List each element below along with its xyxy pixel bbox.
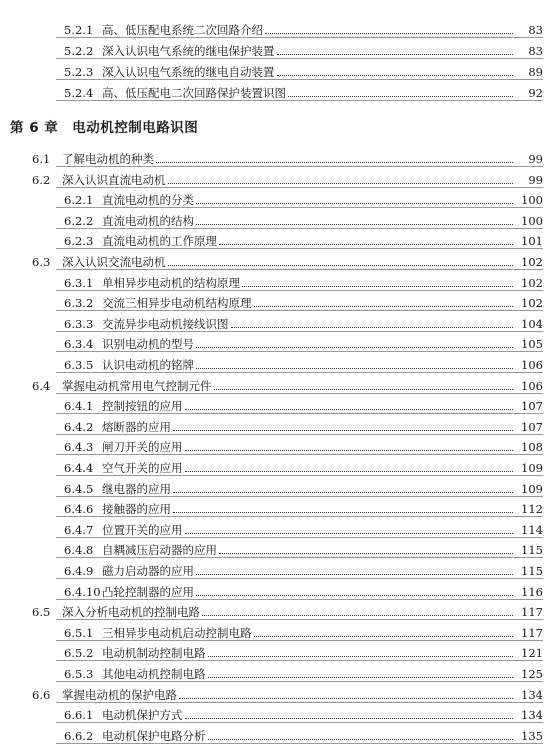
toc-section-entry[interactable] <box>0 146 559 166</box>
dot-leader <box>196 367 513 369</box>
dot-leader <box>219 243 513 245</box>
toc-entry-number: 5.2.1 <box>64 23 94 37</box>
toc-entry[interactable] <box>0 59 559 79</box>
toc-entry-page: 89 <box>528 65 543 79</box>
chapter-label: 第 6 章 <box>10 120 59 136</box>
dot-leader <box>288 95 513 97</box>
toc-entry-page: 105 <box>521 337 543 352</box>
dot-leader <box>156 161 513 163</box>
toc-entry-number: 6.2.1 <box>64 193 94 208</box>
dot-leader <box>185 470 514 472</box>
toc-entry-page: 102 <box>521 296 543 311</box>
toc-entry-page: 116 <box>521 584 543 599</box>
toc-entry-page: 92 <box>528 86 543 100</box>
toc-entry-title: 深入认识交流电动机 <box>62 255 166 269</box>
toc-entry-title: 电动机保护方式 <box>102 708 183 723</box>
toc-entry-title: 交流异步电动机接线识图 <box>102 316 229 331</box>
toc-entry-number: 6.5.3 <box>64 667 94 681</box>
toc-entry-number: 6.3.3 <box>64 316 94 331</box>
dot-leader <box>196 223 513 225</box>
dot-leader <box>202 614 513 616</box>
dot-leader <box>173 491 513 493</box>
toc-subsection-entry[interactable] <box>0 414 559 434</box>
chapter-title: 电动机控制电路识图 <box>72 120 199 136</box>
dot-leader <box>196 594 513 596</box>
toc-entry-number: 6.4.9 <box>64 564 94 578</box>
toc-subsection-entry[interactable] <box>0 476 559 496</box>
dot-leader <box>265 32 513 34</box>
toc-entry-title: 电动机制动控制电路 <box>102 646 206 661</box>
toc-section-entry[interactable] <box>0 682 559 702</box>
toc-entry-title: 深入认识电气系统的继电保护装置 <box>102 44 275 58</box>
dot-leader <box>168 264 514 266</box>
toc-entry-number: 6.4.3 <box>64 440 94 455</box>
toc-entry-title: 磁力启动器的应用 <box>102 564 194 578</box>
toc-entry-number: 6.1 <box>32 152 51 166</box>
toc-entry-number: 6.4.6 <box>64 502 94 517</box>
toc-entry-title: 自耦减压启动器的应用 <box>102 543 217 558</box>
toc-entry-title: 深入认识直流电动机 <box>62 172 166 187</box>
toc-subsection-entry[interactable] <box>0 352 559 372</box>
toc-entry-number: 6.4 <box>32 378 51 393</box>
toc-entry-number: 6.3.5 <box>64 358 94 372</box>
toc-entry-number: 6.3.2 <box>64 296 94 311</box>
toc-entry-title: 深入分析电动机的控制电路 <box>62 605 200 620</box>
toc-subsection-entry[interactable] <box>0 661 559 681</box>
toc-entry-page: 83 <box>528 23 543 37</box>
toc-subsection-entry[interactable] <box>0 455 559 475</box>
toc-entry-page: 115 <box>521 564 543 578</box>
toc-subsection-entry[interactable] <box>0 620 559 640</box>
dot-leader <box>242 285 513 287</box>
toc-subsection-entry[interactable] <box>0 537 559 557</box>
toc-entry-page: 109 <box>521 461 543 475</box>
toc-entry-number: 5.2.4 <box>64 86 94 100</box>
toc-entry-number: 6.5.1 <box>64 625 94 640</box>
dot-leader <box>173 511 513 513</box>
toc-entry-title: 交流三相异步电动机结构原理 <box>102 296 252 311</box>
toc-section-entry[interactable] <box>0 599 559 619</box>
toc-subsection-entry[interactable] <box>0 331 559 351</box>
toc-subsection-entry[interactable] <box>0 270 559 290</box>
toc-entry-number: 6.6 <box>32 687 51 702</box>
toc-entry-number: 6.3.1 <box>64 275 94 290</box>
toc-subsection-entry[interactable] <box>0 290 559 310</box>
toc-entry-title: 直流电动机的工作原理 <box>102 234 217 249</box>
dot-leader <box>185 532 514 534</box>
toc-entry-title: 空气开关的应用 <box>102 461 183 475</box>
toc-entry-page: 114 <box>521 522 543 537</box>
toc-entry-page: 115 <box>521 543 543 558</box>
dot-leader <box>179 697 513 699</box>
toc-entry-title: 单相异步电动机的结构原理 <box>102 275 240 290</box>
toc-entry-title: 直流电动机的分类 <box>102 193 194 208</box>
toc-entry-number: 6.2.3 <box>64 234 94 249</box>
toc-entry-title: 闸刀开关的应用 <box>102 440 183 455</box>
toc-entry-page: 108 <box>521 440 543 455</box>
toc-entry-title: 电动机保护电路分析 <box>102 728 206 743</box>
dot-leader <box>196 573 513 575</box>
toc-entry-title: 继电器的应用 <box>102 481 171 496</box>
toc-entry-page: 83 <box>528 44 543 58</box>
toc-subsection-entry[interactable] <box>0 558 559 578</box>
toc-entry-number: 6.4.2 <box>64 419 94 434</box>
toc-entry-number: 6.3 <box>32 255 51 269</box>
toc-entry-number: 6.4.1 <box>64 399 94 414</box>
toc-entry-page: 117 <box>521 605 543 620</box>
toc-entry[interactable] <box>0 80 559 100</box>
toc-entry-page: 106 <box>521 358 543 372</box>
toc-subsection-entry[interactable] <box>0 579 559 599</box>
toc-entry-title: 直流电动机的结构 <box>102 213 194 228</box>
toc-entry-page: 99 <box>528 172 543 187</box>
toc-entry-page: 121 <box>521 646 543 661</box>
toc-subsection-entry[interactable] <box>0 640 559 660</box>
toc-subsection-entry[interactable] <box>0 496 559 516</box>
toc-entry-number: 6.4.5 <box>64 481 94 496</box>
toc-entry-number: 6.5.2 <box>64 646 94 661</box>
toc-entry-page: 134 <box>521 687 543 702</box>
toc-entry-title: 位置开关的应用 <box>102 522 183 537</box>
toc-section-entry[interactable] <box>0 167 559 187</box>
toc-entry-title: 高、低压配电系统二次回路介绍 <box>102 23 263 37</box>
dot-leader <box>208 655 514 657</box>
toc-entry-title: 深入认识电气系统的继电自动装置 <box>102 65 275 79</box>
toc-entry-page: 106 <box>521 378 543 393</box>
toc-entry-page: 112 <box>521 502 543 517</box>
dot-leader <box>208 676 514 678</box>
toc-entry-number: 6.3.4 <box>64 337 94 352</box>
dot-leader <box>185 449 514 451</box>
dot-leader <box>185 408 514 410</box>
toc-subsection-entry[interactable] <box>0 208 559 228</box>
toc-entry-number: 6.4.10 <box>64 584 101 599</box>
toc-entry-number: 6.4.4 <box>64 461 94 475</box>
toc-entry-title: 凸轮控制器的应用 <box>102 584 194 599</box>
toc-entry-page: 100 <box>521 193 543 208</box>
dot-leader <box>219 552 513 554</box>
toc-entry-number: 6.6.1 <box>64 708 94 723</box>
toc-entry-number: 6.4.7 <box>64 522 94 537</box>
toc-entry-page: 134 <box>521 708 543 723</box>
toc-section-entry[interactable] <box>0 249 559 269</box>
toc-entry-number: 5.2.2 <box>64 44 94 58</box>
dot-leader <box>214 388 514 390</box>
chapter-heading[interactable] <box>10 116 198 136</box>
dot-leader <box>277 74 514 76</box>
toc-section-entry[interactable] <box>0 373 559 393</box>
toc-entry-page: 101 <box>521 234 543 249</box>
toc-entry-number: 6.4.8 <box>64 543 94 558</box>
toc-entry-title: 识别电动机的型号 <box>102 337 194 352</box>
dot-leader <box>185 717 514 719</box>
toc-entry-number: 6.5 <box>32 605 51 620</box>
toc-subsection-entry[interactable] <box>0 723 559 743</box>
toc-entry-page: 102 <box>521 255 543 269</box>
toc-entry-number: 5.2.3 <box>64 65 94 79</box>
toc-entry-page: 109 <box>521 481 543 496</box>
toc-entry-page: 99 <box>528 152 543 166</box>
toc-entry-title: 掌握电动机常用电气控制元件 <box>62 378 212 393</box>
dot-leader <box>277 53 514 55</box>
dot-leader <box>254 305 514 307</box>
toc-subsection-entry[interactable] <box>0 187 559 207</box>
toc-entry-title: 接触器的应用 <box>102 502 171 517</box>
toc-entry-number: 6.2 <box>32 172 51 187</box>
dot-leader <box>208 738 514 740</box>
toc-entry-title: 熔断器的应用 <box>102 419 171 434</box>
toc-entry-page: 104 <box>521 316 543 331</box>
toc-entry-title: 其他电动机控制电路 <box>102 667 206 681</box>
toc-entry-page: 107 <box>521 399 543 414</box>
dot-leader <box>254 635 514 637</box>
toc-subsection-entry[interactable] <box>0 393 559 413</box>
toc-subsection-entry[interactable] <box>0 702 559 722</box>
toc-subsection-entry[interactable] <box>0 228 559 248</box>
toc-subsection-entry[interactable] <box>0 517 559 537</box>
toc-entry-title: 控制按钮的应用 <box>102 399 183 414</box>
toc-subsection-entry[interactable] <box>0 434 559 454</box>
toc-entry-page: 102 <box>521 275 543 290</box>
toc-entry-title: 高、低压配电二次回路保护装置识图 <box>102 86 286 100</box>
toc-entry-title: 了解电动机的种类 <box>62 152 154 166</box>
toc-entry-number: 6.6.2 <box>64 728 94 743</box>
toc-entry-page: 135 <box>521 728 543 743</box>
dot-leader <box>196 202 513 204</box>
toc-entry[interactable] <box>0 17 559 37</box>
toc-entry-page: 125 <box>521 667 543 681</box>
toc-entry-page: 100 <box>521 213 543 228</box>
dot-leader <box>231 326 514 328</box>
dot-leader <box>168 182 514 184</box>
toc-entry-page: 117 <box>521 625 543 640</box>
toc-entry-number: 6.2.2 <box>64 213 94 228</box>
toc-entry-page: 107 <box>521 419 543 434</box>
toc-subsection-entry[interactable] <box>0 311 559 331</box>
toc-entry-title: 掌握电动机的保护电路 <box>62 687 177 702</box>
dot-leader <box>196 346 513 348</box>
dot-leader <box>173 429 513 431</box>
toc-entry-title: 认识电动机的铭牌 <box>102 358 194 372</box>
toc-entry-title: 三相异步电动机启动控制电路 <box>102 625 252 640</box>
toc-entry[interactable] <box>0 38 559 58</box>
